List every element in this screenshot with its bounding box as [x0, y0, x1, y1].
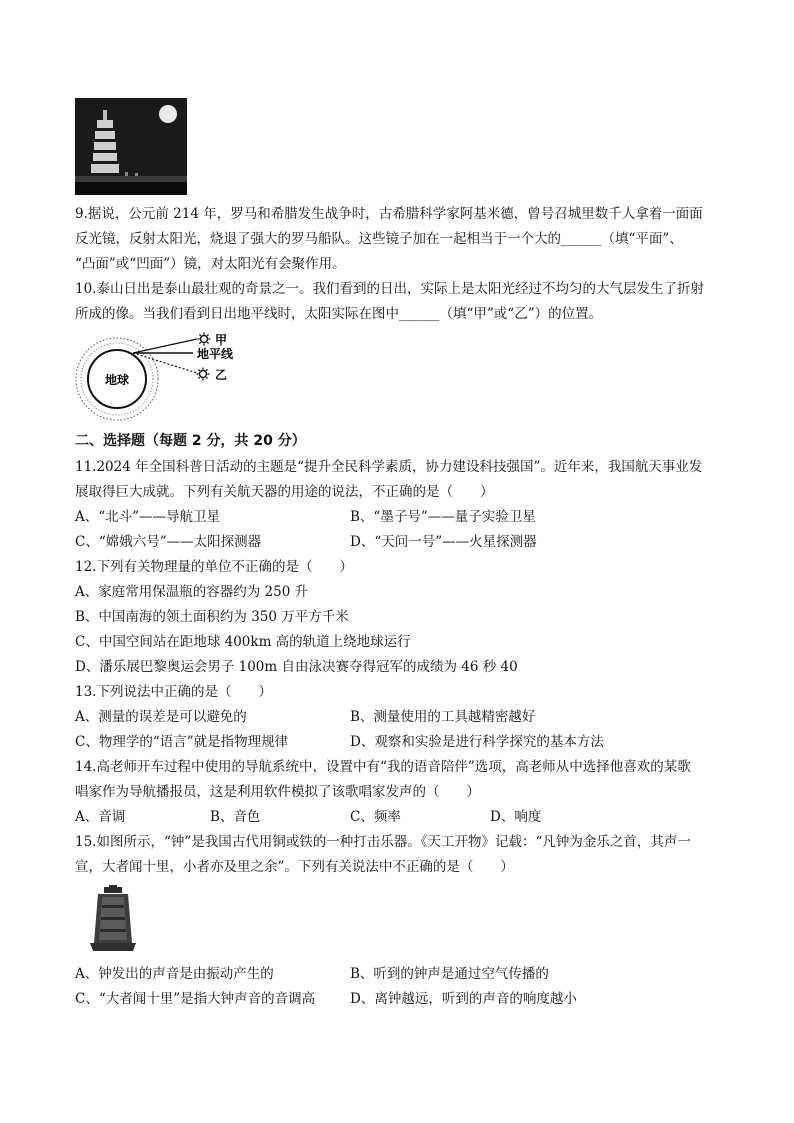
q15-option-b: B、听到的钟声是通过空气传播的 [350, 966, 549, 982]
q13-option-c: C、物理学的“语言”就是指物理规律 [75, 734, 289, 750]
q14-line-1: 14.高老师开车过程中使用的导航系统中，设置中有“我的语音陪伴”选项，高老师从中选择他喜欢的某歌 [75, 759, 691, 775]
earth-label: 地球 [104, 373, 130, 387]
sun-b-label: 乙 [215, 368, 228, 382]
q13-option-d: D、观察和实验是进行科学探究的基本方法 [350, 734, 604, 750]
bell-image [78, 885, 148, 955]
sun-icon [198, 333, 211, 346]
q14-line-2: 唱家作为导航播报员，这是利用软件模拟了该歌唱家发声的（ ） [75, 784, 480, 800]
q12-option-d: D、潘乐展巴黎奥运会男子 100m 自由泳决赛夺得冠军的成绩为 46 秒 40 [75, 659, 518, 675]
q10-line-2: 所成的像。当我们看到日出地平线时，太阳实际在图中______（填“甲”或“乙”）的位置。 [75, 306, 603, 322]
pagoda-photo-image [75, 98, 187, 195]
bell-photo [78, 885, 148, 955]
q15-line-2: 宣，大者闻十里，小者亦及里之余”。下列有关说法中不正确的是（ ） [75, 859, 514, 875]
q14-option-b: B、音色 [210, 809, 261, 825]
q15-option-c: C、“大者闻十里”是指大钟声音的音调高 [75, 991, 316, 1007]
q14-option-c: C、频率 [350, 809, 401, 825]
q9-line-3: “凸面”或“凹面”）镜，对太阳光有会聚作用。 [75, 256, 346, 272]
sun-a-label: 甲 [215, 333, 228, 347]
sunrise-refraction-diagram [75, 331, 265, 426]
q11-line-2: 展取得巨大成就。下列有关航天器的用途的说法，不正确的是（ ） [75, 484, 494, 500]
q11-option-a: A、“北斗”——导航卫星 [75, 509, 221, 525]
q12-option-a: A、家庭常用保温瓶的容器约为 250 升 [75, 584, 309, 600]
sunrise-diagram-svg [75, 331, 265, 426]
sun-icon [197, 368, 210, 381]
q11-option-c: C、“嫦娥六号”——太阳探测器 [75, 534, 262, 550]
q15-line-1: 15.如图所示，“钟”是我国古代用铜或铁的一种打击乐器。《天工开物》记载：“凡钟为金乐之首，其声一 [75, 834, 691, 850]
pagoda-photo [75, 98, 187, 195]
q14-option-d: D、响度 [490, 809, 542, 825]
q14-option-a: A、音调 [75, 809, 126, 825]
q9-line-2: 反光镜，反射太阳光，烧退了强大的罗马船队。这些镜子加在一起相当于一个大的______（填“平面”、 [75, 231, 683, 247]
q12-option-c: C、中国空间站在距地球 400km 高的轨道上绕地球运行 [75, 634, 411, 650]
q15-option-d: D、离钟越远，听到的声音的响度越小 [350, 991, 577, 1007]
q11-option-d: D、“天问一号”——火星探测器 [350, 534, 537, 550]
q12-line-1: 12.下列有关物理量的单位不正确的是（ ） [75, 559, 353, 575]
q13-option-a: A、测量的误差是可以避免的 [75, 709, 247, 725]
q9-line-1: 9.据说，公元前 214 年，罗马和希腊发生战争时，古希腊科学家阿基米德，曾号召城里数千人拿着一面面 [75, 206, 703, 222]
q11-option-b: B、“墨子号”——量子实验卫星 [350, 509, 536, 525]
q15-option-a: A、钟发出的声音是由振动产生的 [75, 966, 274, 982]
q13-line-1: 13.下列说法中正确的是（ ） [75, 684, 272, 700]
horizon-label: 地平线 [197, 347, 234, 361]
section-title: 二、选择题（每题 2 分，共 20 分） [75, 433, 306, 449]
q13-option-b: B、测量使用的工具越精密越好 [350, 709, 536, 725]
q12-option-b: B、中国南海的领土面积约为 350 万平方千米 [75, 609, 349, 625]
q10-line-1: 10.泰山日出是泰山最壮观的奇景之一。我们看到的日出，实际上是太阳光经过不均匀的大气层发生了折射 [75, 281, 704, 297]
q11-line-1: 11.2024 年全国科普日活动的主题是“提升全民科学素质，协力建设科技强国”。近年来，我国航天事业发 [75, 459, 703, 475]
